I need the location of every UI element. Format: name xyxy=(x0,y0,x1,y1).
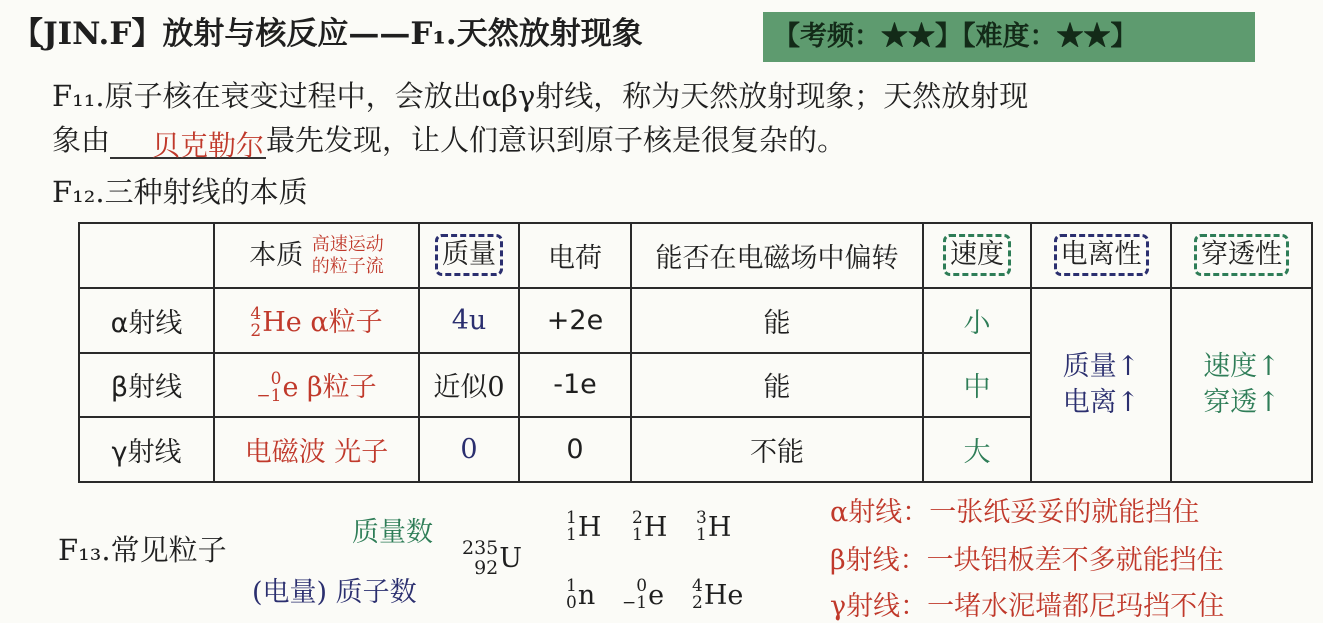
iso-a: 1 xyxy=(566,508,577,528)
hydrogen-3 xyxy=(696,510,731,544)
row-alpha-speed: 小 xyxy=(923,288,1031,353)
uranium-nuclide xyxy=(462,538,522,578)
penetration-trend-1: 速度↑ xyxy=(1203,350,1280,382)
iso-z: 1 xyxy=(566,525,577,545)
row-gamma-mass: 0 xyxy=(419,417,519,482)
row-gamma-speed: 大 xyxy=(923,417,1031,482)
iso-z: 2 xyxy=(692,593,703,613)
essence-label: 本质 xyxy=(249,239,304,271)
f11-line2-prefix: 象由 xyxy=(52,123,111,157)
header-deflect xyxy=(631,223,923,288)
iso-sym: H xyxy=(707,511,732,543)
header-essence xyxy=(214,223,419,288)
charge-label: 电荷 xyxy=(548,242,602,274)
iso-a: 1 xyxy=(566,576,577,596)
blank-answer: 贝克勒尔 xyxy=(152,129,265,162)
row-gamma-charge: 0 xyxy=(519,417,631,482)
iso-z: 0 xyxy=(566,593,577,613)
essence-note-2: 的粒子流 xyxy=(311,256,384,278)
f12-heading: F₁₂.三种射线的本质 xyxy=(52,175,308,209)
mass-label: 质量 xyxy=(435,234,503,276)
beta-shield-note: β射线：一块铝板差不多就能挡住 xyxy=(830,545,1224,576)
essence-note-1: 高速运动 xyxy=(311,234,384,256)
row-gamma-essence: 电磁波 光子 xyxy=(214,417,419,482)
alpha-z: 2 xyxy=(250,321,262,342)
helium-4 xyxy=(692,578,743,612)
gamma-shield-note: γ射线：一堵水泥墙都尼玛挡不住 xyxy=(830,591,1225,622)
iso-sym: e xyxy=(648,579,665,611)
table-row xyxy=(79,288,1312,353)
essence-note xyxy=(312,234,384,278)
row-alpha-mass: 4u xyxy=(419,288,519,353)
iso-z: 1 xyxy=(632,525,643,545)
ionization-trend-1: 质量↑ xyxy=(1062,350,1140,382)
iso-a: 0 xyxy=(636,576,648,596)
alpha-a: 4 xyxy=(250,304,262,325)
iso-a: 4 xyxy=(692,576,703,596)
alpha-essence-text: He α粒子 xyxy=(262,306,383,338)
ionization-label: 电离性 xyxy=(1054,234,1149,276)
table-header-row xyxy=(79,223,1312,288)
electron xyxy=(622,578,664,612)
beta-essence-text: e β粒子 xyxy=(282,371,377,403)
uranium-z: 92 xyxy=(474,557,499,579)
uranium-a: 235 xyxy=(462,537,499,559)
row-alpha-deflect: 能 xyxy=(631,288,923,353)
row-gamma-deflect: 不能 xyxy=(631,417,923,482)
iso-a: 2 xyxy=(632,508,643,528)
iso-sym: H xyxy=(577,511,602,543)
proton-number-label: (电量) 质子数 xyxy=(252,577,417,608)
deflect-label: 能否在电磁场中偏转 xyxy=(655,242,899,274)
iso-sym: He xyxy=(703,579,744,611)
row-beta-deflect: 能 xyxy=(631,353,923,418)
radiation-table xyxy=(78,222,1313,483)
alpha-shield-note: α射线：一张纸妥妥的就能挡住 xyxy=(830,497,1200,528)
f11-line1: F₁₁.原子核在衰变过程中，会放出αβγ射线，称为天然放射现象；天然放射现 xyxy=(52,79,1029,113)
rating-badge: 【考频：★★】【难度：★★】 xyxy=(763,12,1255,62)
row-beta-essence xyxy=(214,353,419,418)
hydrogen-1 xyxy=(566,510,601,544)
iso-z: 1 xyxy=(696,525,707,545)
row-gamma-name: γ射线 xyxy=(79,417,214,482)
header-speed xyxy=(923,223,1031,288)
page-title: 【JIN.F】放射与核反应——F₁.天然放射现象 xyxy=(12,16,643,52)
row-beta-name: β射线 xyxy=(79,353,214,418)
ionization-trend xyxy=(1031,288,1171,482)
header-ionization xyxy=(1031,223,1171,288)
penetration-label: 穿透性 xyxy=(1194,234,1289,276)
iso-z: −1 xyxy=(622,593,648,613)
iso-a: 3 xyxy=(696,508,707,528)
header-empty xyxy=(79,223,214,288)
answer-blank xyxy=(110,125,266,162)
helium-nuclide xyxy=(250,306,262,340)
uranium-symbol: U xyxy=(499,542,523,574)
ionization-trend-2: 电离↑ xyxy=(1062,386,1140,418)
beta-z: −1 xyxy=(256,386,282,407)
hydrogen-2 xyxy=(632,510,667,544)
row-alpha-name: α射线 xyxy=(79,288,214,353)
f11-line2-suffix: 最先发现，让人们意识到原子核是很复杂的。 xyxy=(266,123,847,157)
penetration-trend xyxy=(1171,288,1312,482)
f13-heading: F₁₃.常见粒子 xyxy=(58,533,227,567)
mass-number-label: 质量数 xyxy=(352,517,433,548)
header-penetration xyxy=(1171,223,1312,288)
iso-sym: n xyxy=(577,579,596,611)
speed-label: 速度 xyxy=(943,234,1011,276)
penetration-trend-2: 穿透↑ xyxy=(1203,386,1280,418)
header-mass xyxy=(419,223,519,288)
row-beta-mass: 近似0 xyxy=(419,353,519,418)
row-beta-speed: 中 xyxy=(923,353,1031,418)
row-alpha-essence xyxy=(214,288,419,353)
electron-nuclide xyxy=(256,371,282,405)
beta-a: 0 xyxy=(270,369,282,390)
neutron xyxy=(566,578,595,612)
row-beta-charge: -1e xyxy=(519,353,631,418)
row-alpha-charge: +2e xyxy=(519,288,631,353)
header-charge xyxy=(519,223,631,288)
iso-sym: H xyxy=(643,511,668,543)
f11-line2 xyxy=(52,118,847,162)
